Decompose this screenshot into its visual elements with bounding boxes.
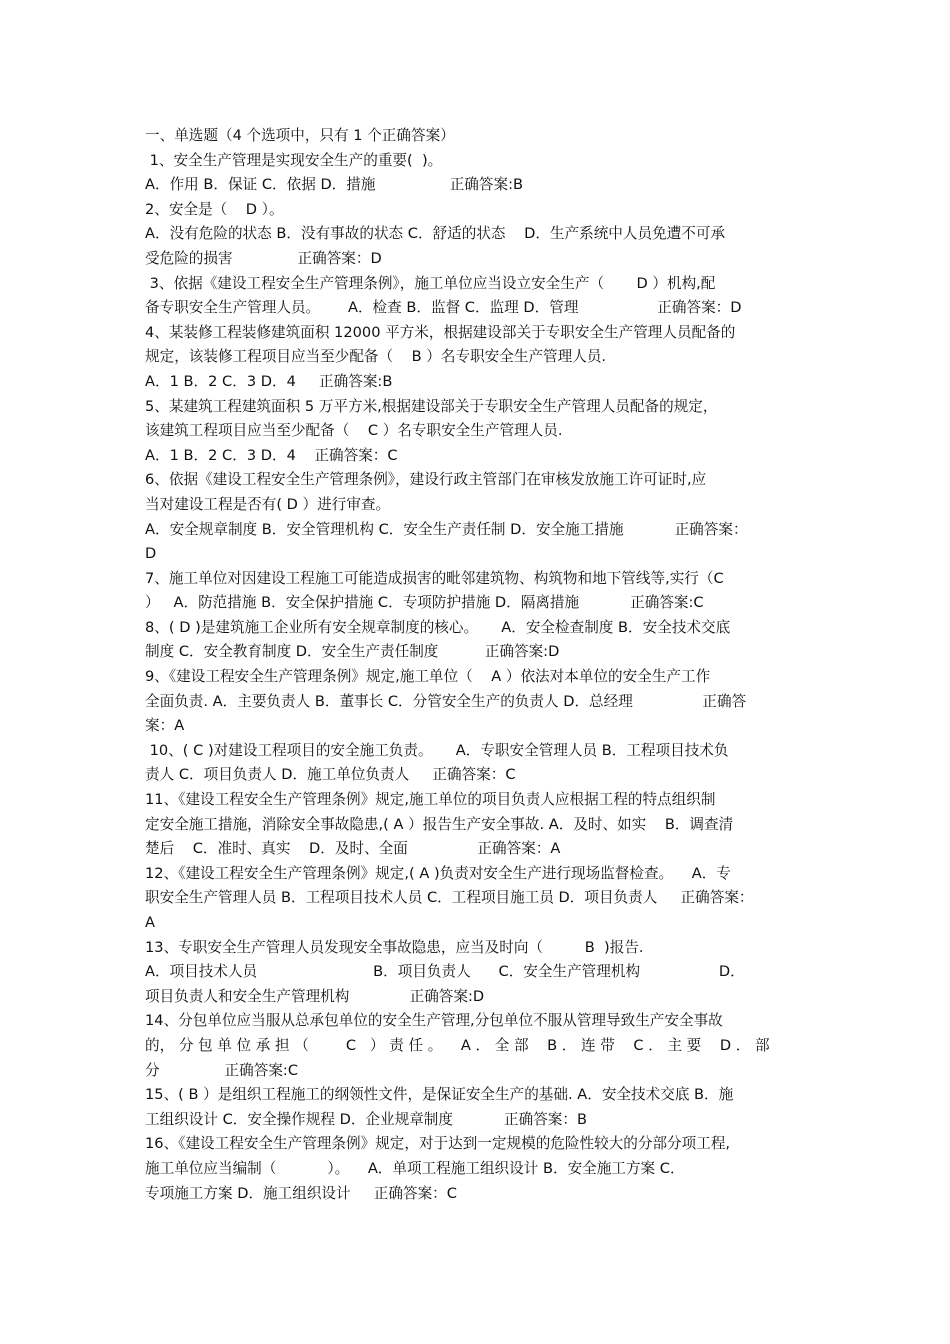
section-heading: 一、单选题（4 个选项中，只有 1 个正确答案） <box>145 127 455 144</box>
question-16-cont: 施工单位应当编制（ ）。 A．单项工程施工组织设计 B．安全施工方案 C． <box>145 1159 685 1177</box>
question-12: 12、《建设工程安全生产管理条例》规定,( A )负责对安全生产进行现场监督检查。 A．专 <box>145 864 731 882</box>
question-10-cont: 责人 C．项目负责人 D．施工单位负责人 正确答案：C <box>145 766 516 784</box>
question-15: 15、( B ）是组织工程施工的纲领性文件，是保证安全生产的基础. A．安全技术交底 B．施 <box>145 1086 734 1104</box>
question-14-answer: 分 正确答案:C <box>145 1061 299 1079</box>
question-14: 14、分包单位应当服从总承包单位的安全生产管理,分包单位不服从管理导致生产安全事故 <box>145 1012 723 1030</box>
question-9-answer: 案：A <box>145 717 185 735</box>
question-5-cont: 该建筑工程项目应当至少配备（ C ）名专职安全生产管理人员. <box>145 422 563 440</box>
options-5: A．1 B．2 C．3 D．4 正确答案：C <box>145 446 398 464</box>
question-12-cont: 职安全生产管理人员 B．工程项目技术人员 C．工程项目施工员 D．项目负责人 正确答案： <box>145 889 754 907</box>
question-16: 16、《建设工程安全生产管理条例》规定，对于达到一定规模的危险性较大的分部分项工程, <box>145 1135 731 1153</box>
question-2: 2、安全是（ D ）。 <box>145 200 284 218</box>
question-13: 13、专职安全生产管理人员发现安全事故隐患，应当及时向（ B )报告. <box>145 938 644 956</box>
question-9-cont: 全面负责. A．主要负责人 B．董事长 C．分管安全生产的负责人 D．总经理 正确答 <box>145 692 747 710</box>
question-8-cont: 制度 C．安全教育制度 D．安全生产责任制度 正确答案:D <box>145 643 560 661</box>
question-12-answer: A <box>145 914 155 931</box>
options-13: A．项目技术人员 B．项目负责人 C．安全生产管理机构 D． <box>145 963 745 981</box>
question-7-cont: ） A．防范措施 B．安全保护措施 C．专项防护措施 D．隔离措施 正确答案:C <box>145 594 704 612</box>
question-6: 6、依据《建设工程安全生产管理条例》，建设行政主管部门在审核发放施工许可证时,应 <box>145 471 707 489</box>
options-6: A．安全规章制度 B．安全管理机构 C．安全生产责任制 D．安全施工措施 正确答案： <box>145 520 748 538</box>
options-13-cont: 项目负责人和安全生产管理机构 正确答案:D <box>145 987 485 1005</box>
question-8: 8、( D )是建筑施工企业所有安全规章制度的核心。 A．安全检查制度 B．安全技术交底 <box>145 618 731 636</box>
question-15-cont: 工组织设计 C．安全操作规程 D．企业规章制度 正确答案：B <box>145 1110 587 1128</box>
options-1: A．作用 B．保证 C．依据 D．措施 正确答案:B <box>145 176 523 194</box>
question-3-cont: 备专职安全生产管理人员。 A．检查 B．监督 C．监理 D．管理 正确答案：D <box>145 299 742 317</box>
document-page <box>145 124 811 1206</box>
options-4: A．1 B．2 C．3 D．4 正确答案:B <box>145 372 393 390</box>
question-7: 7、施工单位对因建设工程施工可能造成损害的毗邻建筑物、构筑物和地下管线等,实行（C <box>145 569 724 587</box>
options-2: A．没有危险的状态 B．没有事故的状态 C．舒适的状态 D．生产系统中人员免遭不可承 <box>145 225 726 243</box>
question-5: 5、某建筑工程建筑面积 5 万平方米,根据建设部关于专职安全生产管理人员配备的规定， <box>145 397 718 415</box>
question-10: 10、( C )对建设工程项目的安全施工负责。 A．专职安全管理人员 B．工程项目技术负 <box>145 741 729 759</box>
question-11-answer: 楚后 C．准时、真实 D．及时、全面 正确答案：A <box>145 840 561 858</box>
question-4: 4、某装修工程装修建筑面积 12000 平方米，根据建设部关于专职安全生产管理人员配备的 <box>145 323 736 341</box>
question-11-cont: 定安全施工措施，消除安全事故隐患,( A ）报告生产安全事故. A．及时、如实 B．调查清 <box>145 815 734 833</box>
question-14-cont: 的， 分 包 单 位 承 担 （ C ） 责 任 。 A ． 全 部 B ． 连 带 C ． 主 要 D ． 部 <box>145 1036 770 1054</box>
question-3: 3、依据《建设工程安全生产管理条例》，施工单位应当设立安全生产（ D ）机构,配 <box>145 274 716 292</box>
question-9: 9、《建设工程安全生产管理条例》规定,施工单位（ A ）依法对本单位的安全生产工作 <box>145 668 711 686</box>
options-2-cont: 受危险的损害 正确答案：D <box>145 249 382 267</box>
question-4-cont: 规定，该装修工程项目应当至少配备（ B ）名专职安全生产管理人员. <box>145 348 607 366</box>
options-6-cont: D <box>145 545 157 563</box>
question-16-answer: 专项施工方案 D．施工组织设计 正确答案：C <box>145 1184 457 1202</box>
question-1: 1、安全生产管理是实现安全生产的重要( )。 <box>145 151 443 169</box>
question-11: 11、《建设工程安全生产管理条例》规定,施工单位的项目负责人应根据工程的特点组织制 <box>145 791 716 809</box>
question-6-cont: 当对建设工程是否有( D ）进行审查。 <box>145 495 391 513</box>
